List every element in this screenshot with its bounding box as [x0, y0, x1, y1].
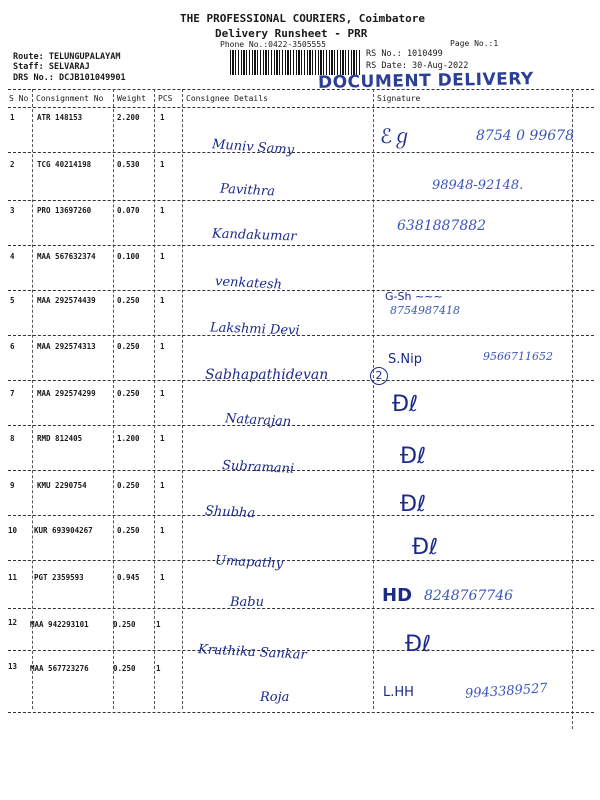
rs-number: RS No.: 1010499: [366, 49, 443, 59]
signature-phone: 98948-92148.: [432, 178, 524, 193]
row-divider: [8, 712, 594, 713]
consignee-name: Roja: [260, 690, 290, 705]
row-consignment: MAA 292574313: [37, 342, 96, 351]
row-divider: [8, 515, 594, 516]
row-pcs: 1: [160, 160, 165, 169]
row-sno: 8: [10, 434, 15, 443]
row-consignment: ATR 148153: [37, 113, 83, 122]
col-pcs-header: PCS: [158, 94, 173, 103]
col-weight-header: Weight: [117, 94, 146, 103]
row-divider: [8, 335, 594, 336]
row-sno: 12: [8, 618, 18, 627]
signature-phone: 8754 0 99678: [476, 128, 574, 144]
row-weight: 2.200: [117, 113, 140, 122]
row-pcs: 1: [156, 620, 161, 629]
signature-phone: 8248767746: [424, 588, 514, 604]
row-pcs: 1: [160, 342, 165, 351]
row-divider: [8, 245, 594, 246]
divider: [8, 107, 594, 108]
consignee-name: venkatesh: [214, 274, 283, 293]
row-weight: 1.200: [117, 434, 140, 443]
row-pcs: 1: [160, 434, 165, 443]
rs-date: RS Date: 30-Aug-2022: [366, 61, 469, 71]
row-pcs: 1: [160, 573, 165, 582]
row-consignment: RMD 812405: [37, 434, 83, 443]
signature-scribble-icon: Ðℓ: [405, 632, 432, 657]
row-weight: 0.100: [117, 252, 140, 261]
row-weight: 0.530: [117, 160, 140, 169]
row-weight: 0.070: [117, 206, 140, 215]
row-pcs: 1: [160, 206, 165, 215]
row-weight: 0.945: [117, 573, 140, 582]
signature-phone: 9943389527: [464, 681, 549, 702]
row-weight: 0.250: [113, 664, 136, 673]
phone-number: Phone No.:0422-3505555: [220, 40, 326, 49]
row-consignment: MAA 292574299: [37, 389, 96, 398]
consignee-name: Muniv Samy: [211, 137, 295, 158]
signature-scribble-icon: Ðℓ: [400, 444, 427, 469]
signature-scribble-icon: ℰℊ: [380, 124, 413, 148]
row-consignment: MAA 567723276: [30, 664, 89, 673]
row-divider: [8, 290, 594, 291]
row-sno: 10: [8, 526, 18, 535]
row-pcs: 1: [160, 526, 165, 535]
signature-phone: 6381887882: [397, 218, 487, 234]
signature-scribble-icon: HD: [382, 585, 413, 606]
row-consignment: PGT 2359593: [34, 573, 84, 582]
column-divider: [373, 89, 374, 709]
col-signature-header: Signature: [377, 94, 421, 103]
row-consignment: KUR 693904267: [34, 526, 93, 535]
row-weight: 0.250: [113, 620, 136, 629]
row-sno: 7: [10, 389, 15, 398]
row-consignment: KMU 2290754: [37, 481, 87, 490]
consignee-name: Lakshmi Devi: [209, 320, 300, 339]
row-weight: 0.250: [117, 342, 140, 351]
row-sno: 1: [10, 113, 15, 122]
barcode-icon: [230, 50, 360, 75]
staff-label: Staff: SELVARAJ: [13, 62, 90, 72]
column-divider: [154, 89, 155, 709]
row-consignment: MAA 942293101: [30, 620, 89, 629]
row-divider: [8, 152, 594, 153]
circled-number: 2: [370, 367, 388, 385]
row-sno: 2: [10, 160, 15, 169]
consignee-name: Shubha: [204, 503, 256, 522]
column-divider: [113, 89, 114, 709]
column-divider: [32, 89, 33, 709]
signature-scribble-icon: Ðℓ: [412, 535, 439, 560]
consignee-name: Natarajan: [224, 411, 292, 430]
signature-scribble-icon: G-Sh ~~~: [385, 290, 443, 303]
signature-scribble-icon: L.HH: [383, 685, 414, 700]
row-divider: [8, 608, 594, 609]
signature-scribble-icon: S.Nip: [388, 352, 422, 367]
row-pcs: 1: [160, 252, 165, 261]
column-divider: [572, 89, 573, 729]
row-sno: 3: [10, 206, 15, 215]
signature-scribble-icon: Ðℓ: [392, 392, 419, 417]
row-weight: 0.250: [117, 526, 140, 535]
route-label: Route: TELUNGUPALAYAM: [13, 52, 121, 62]
signature-scribble-icon: Ðℓ: [400, 492, 427, 517]
signature-phone: 8754987418: [390, 304, 460, 317]
consignee-name: Kruthika Sankar: [197, 642, 308, 663]
consignee-name: Subramani: [221, 458, 295, 477]
document-delivery-stamp: DOCUMENT DELIVERY: [317, 69, 534, 93]
row-weight: 0.250: [117, 296, 140, 305]
row-sno: 6: [10, 342, 15, 351]
row-sno: 11: [8, 573, 18, 582]
row-divider: [8, 200, 594, 201]
col-sno-header: S No: [9, 94, 29, 103]
row-sno: 13: [8, 662, 18, 671]
row-divider: [8, 560, 594, 561]
document-title: Delivery Runsheet - PRR: [215, 27, 368, 40]
divider: [8, 89, 594, 90]
column-divider: [182, 89, 183, 709]
row-pcs: 1: [160, 389, 165, 398]
row-sno: 5: [10, 296, 15, 305]
row-weight: 0.250: [117, 389, 140, 398]
consignee-name: Sabhapathidevan: [205, 367, 329, 383]
row-pcs: 1: [160, 481, 165, 490]
drs-number: DRS No.: DCJB101049901: [13, 73, 126, 83]
row-divider: [8, 470, 594, 471]
row-pcs: 1: [160, 296, 165, 305]
row-consignment: MAA 567632374: [37, 252, 96, 261]
col-consignment-header: Consignment No: [36, 94, 104, 103]
company-title: THE PROFESSIONAL COURIERS, Coimbatore: [180, 12, 426, 25]
row-consignment: PRO 13697260: [37, 206, 92, 215]
signature-phone: 9566711652: [483, 350, 553, 363]
row-consignment: MAA 292574439: [37, 296, 96, 305]
row-weight: 0.250: [117, 481, 140, 490]
consignee-name: Umapathy: [214, 553, 284, 572]
row-pcs: 1: [156, 664, 161, 673]
row-sno: 4: [10, 252, 15, 261]
consignee-name: Babu: [230, 595, 264, 610]
row-pcs: 1: [160, 113, 165, 122]
row-divider: [8, 425, 594, 426]
col-consignee-header: Consignee Details: [186, 94, 268, 103]
consignee-name: Pavithra: [219, 181, 276, 200]
row-consignment: TCG 40214198: [37, 160, 92, 169]
page-number: Page No.:1: [450, 39, 499, 48]
row-sno: 9: [10, 481, 15, 490]
consignee-name: Kandakumar: [211, 226, 297, 245]
